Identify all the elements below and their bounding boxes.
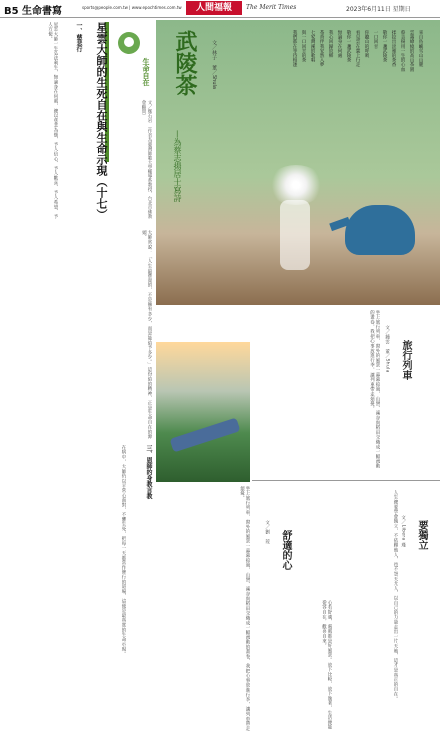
poem-line: 揉捻出淡雅的茶香 xyxy=(391,30,396,67)
essay-body-travel: 坐上旅行列車，窗外的風景一幕幕掠過，山巒、溪谷與稻田交織成一幅流動的畫卷，我把心事放進行李，讓列車帶走煩憂。 xyxy=(369,310,380,469)
feature-title: 武陵茶 xyxy=(172,30,197,96)
blue-teapot-illustration xyxy=(345,205,415,255)
poem-line: 敬你一盞武陵茶 xyxy=(382,30,387,63)
essay-title-travel: 旅行列車 xyxy=(400,340,411,380)
section-label: B5 生命書寫 xyxy=(4,6,63,17)
poem-line: 無論身在何處 xyxy=(337,30,342,58)
article-title: 星雲大師的生死自在與生命示現（十七） xyxy=(95,22,108,220)
article-paragraph: 大師常說：「人生最寶貴的，不是擁有多少，而是能給予多少。」這份給的精神，正是生命自在的源頭。 xyxy=(141,230,152,439)
poem-line: 雲霧繚繞的高山茶園 xyxy=(409,30,414,72)
lotus-icon xyxy=(118,32,140,54)
poem-line: 看見雲在葉上行走 xyxy=(355,30,360,67)
poem-line: 你聽山的呼吸 xyxy=(364,30,369,58)
poem-line: 來自島嶼雪山山麓 xyxy=(418,30,423,67)
poem-line: 蔡志揚用一生的心血 xyxy=(400,30,405,72)
poem-line: 一口回甘 xyxy=(373,30,378,49)
poem-line: 我心回歸故鄉 xyxy=(328,30,333,58)
poem-line: 七家灣溪的歌唱 xyxy=(310,30,315,63)
poem-line: 與一口回甘的茶 xyxy=(301,30,306,63)
glass-vase-illustration xyxy=(280,200,310,270)
poem-line: 茶香伴我安然入夢 xyxy=(319,30,324,67)
train-landscape-illustration xyxy=(156,342,250,482)
poem-author: 文／林子 董／Shula xyxy=(211,40,217,89)
issue-date: 2023年6月11日 星期日 xyxy=(346,6,411,13)
sidebar-author xyxy=(110,100,152,220)
sidebar-author-name: 文／鄭石岩 xyxy=(147,100,152,123)
section-url: sports@people.com.tw | www.epochtimes.com.tw xyxy=(82,5,182,10)
newspaper-logo: 人間福報 xyxy=(186,1,242,15)
poem-line: 我們都在等待相逢 xyxy=(292,30,297,67)
article-subhead-2: 三、恩師的身教言教 xyxy=(145,445,152,499)
essay-author-comfort: 文／劉 葭 xyxy=(264,520,270,544)
essay-title-comfort: 舒適的心 xyxy=(280,530,291,570)
poem-text xyxy=(215,30,425,150)
essay-title-alone: 要獨立 xyxy=(416,520,427,550)
travel-article-continued: 坐上旅行列車，窗外的風景一幕幕掠過，山巒、溪谷與稻田交織成一幅流動的畫卷，我把心事放進行李，讓列車帶走煩憂。 xyxy=(239,486,250,731)
column-title: 生命自在 xyxy=(142,58,150,86)
sidebar-author-note: （作者為臺灣師範大學輔導系教授、台北市佛教會顧問） xyxy=(141,100,152,219)
white-flowers-illustration xyxy=(268,165,324,205)
feature-subtitle: —為蔡志揚居士寫詩 xyxy=(173,130,182,202)
essay-divider xyxy=(252,480,440,481)
essay-body-comfort: 心若舒適，處處都是好風景。放下比較，放下執著，生活便能從容自在，歡喜自來。 xyxy=(321,600,332,730)
article-subhead-1: 一、慈悲行 xyxy=(75,22,82,52)
essay-author-alone: 文／Libera 瑾 xyxy=(400,515,406,548)
article-paragraph: 星雲大師一生弘法利生，無論身在何處，總以慈悲為懷，予人信心、予人歡喜、予人希望、予人方便。 xyxy=(47,22,58,219)
article-paragraph: 在病中，大師仍以平常心面對，不懼生死，把每一天都當作修行的道場，這便是最真實的生命示現。 xyxy=(121,445,126,657)
newspaper-logo-en: The Merit Times xyxy=(246,4,297,11)
essay-body-alone: 人生總要學會獨立，不依賴他人，也不怨天尤人，以自己的力量走出一片天地，這才是真正的自在。 xyxy=(393,490,398,702)
essay-author-travel: 文／鍾雲 董／Shula xyxy=(384,325,390,373)
poem-line: 敬你一盞武陵茶 xyxy=(346,30,351,63)
